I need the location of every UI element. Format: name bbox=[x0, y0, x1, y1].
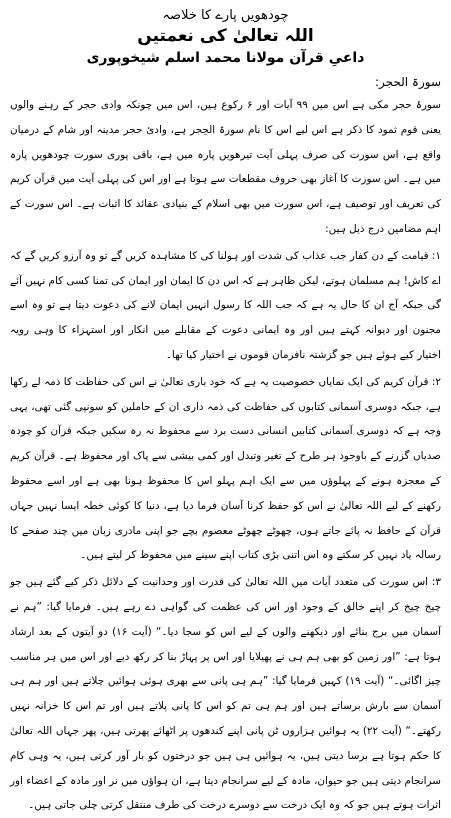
point-2-paragraph: ۲: قرآن کریم کی ایک نمایاں خصوصیت یہ ہے کہ خود باری تعالیٰ نے اس کی حفاظت کا ذمہ لے رکھا ہے، جبکہ دوسری آسمانی کتابوں کی حفاظت کی ذمہ داری ان کے حاملین کو سونپی گئی تھی، یہی وجہ ہے کہ دوسری آسمانی کتابیں انسانی دست برد سے محفوظ نہ رہ سکیں جبکہ قرآن کو چودہ صدیاں گزرنے کے باوجود ہر طرح کے تغیر وتبدل اور کمی بیشی سے پاک اور محفوظ ہے۔ قرآن کریم کے معجزہ ہونے کے پہلوؤں میں سے ایک اہم پہلو اس کا محفوظ ہونا بھی ہے اور اسے محفوظ رکھنے کے لیے اللہ تعالیٰ نے اس کو حفظ کرنا آسان فرما دیا ہے، دنیا کا کوئی خطہ ایسا نہیں جہاں قرآن کے حافظ نہ پائے جاتے ہوں، چھوٹے چھوٹے معصوم بچے جو اپنی مادری زبان میں چند صفحے کا رسالہ یاد نہیں کر سکتے وہ اس اتنی بڑی کتاب اپنے سینے میں محفوظ کر لیتے ہیں۔ bbox=[10, 375, 441, 562]
article-header bbox=[10, 6, 441, 68]
point-1-paragraph: ۱: قیامت کے دن کفار جب عذاب کی شدت اور ہولنا کی کا مشاہدہ کریں گے تو وہ آرزو کریں گے کہ اے کاش! ہم مسلمان ہوتے، لیکن ظاہر ہے کہ اس دن کا ایمان اور ایمان کی تمنا کسی کام نہیں آئے گی جبکہ آج ان کا حال یہ ہے کہ جب اللہ کا رسول انہیں ایمان لانے کی دعوت دیتا ہے تو وہ اسے مجنون اور دیوانہ کہتے ہیں اور وہ ایمانی دعوت کے مقابلے میں انکار اور استہزاء کا وہی رویہ اختیار کیے ہوئے ہیں جو گزشتہ نافرمان قوموں نے اختیار کیا تھا۔ bbox=[10, 249, 441, 361]
intro-paragraph: سورۂ حجر مکی ہے اس میں ۹۹ آیات اور ۶ رکوع ہیں، اس میں چونکہ وادی حجر کے رہنے والوں یعنی قوم ثمود کا ذکر ہے اس لیے اس کا نام سورۃ الحِجر ہے، وادیٔ حجر مدینہ اور شام کے درمیان واقع ہے، اس سورت کی صرف پہلی آیت تیرھویں پارہ میں ہے، باقی پوری سورت چودھویں پارہ میں ہے۔ اس سورت کا آغاز بھی حروف مقطعات سے ہوتا ہے اور اس کی پہلی آیت میں قرآن کریم کی تعریف اور توصیف ہے، اس سورت میں بھی اسلام کے بنیادی عقائد کا اثبات ہے۔ اس سورت کے اہم مضامین درج ذیل ہیں: bbox=[10, 99, 442, 235]
article-title: چودھویں پارے کا خلاصہ bbox=[162, 8, 289, 23]
article-subtitle: اللہ تعالیٰ کی نعمتیں bbox=[137, 26, 314, 46]
point-3-paragraph: ۳: اس سورت کی متعدد آیات میں اللہ تعالیٰ کی قدرت اور وحدانیت کے دلائل ذکر کیے گئے ہیں جو چیخ چیخ کر اپنے خالق کے وجود اور اس کی عظمت کی گواہی دے رہے ہیں۔ فرمایا گیا: ”ہم نے آسمان میں برج بنائے اور دیکھنے والوں کے لیے اس کو سجا دیا۔“ (آیت ۱۶) دو آیتوں کے بعد ارشاد ہوتا ہے: ”اور زمین کو بھی ہم ہی نے پھیلایا اور اس پر پہاڑ بنا کر رکھ دیے اور اس میں ہر مناسب چیز اگائی۔“ (آیت ۱۹) کہیں فرمایا گیا: ”ہم ہی پانی سے بھری ہوئی ہوائیں چلاتے ہیں اور ہم ہی آسمان سے بارش برساتے ہیں اور ہم ہی تم کو اس کا پانی پلاتے ہیں اور تم اس کا خزانہ نہیں رکھتے۔“ (آیت ۲۲) یہ ہوائیں ہزاروں ٹن پانی اپنے کندھوں پر اٹھائے پھرتی ہیں، پھر جہاں اللہ تعالیٰ کا حکم ہوتا ہے برسا دیتی ہیں، یہ ہوائیں ہی ہیں جو درختوں کو بار آور کرتی ہیں، یہ وہی کام سرانجام دیتی ہیں جو حیوان، مادہ کے لیے سرانجام دیتا ہے، ان ہواؤں میں نر اور مادہ کے اعضاء اور اثرات ہوتے ہیں جو کہ وہ ایک درخت سے دوسرے درخت کی طرف منتقل کرتی چلی جاتی ہیں۔ bbox=[10, 576, 442, 812]
section-heading: سورۃ الحجر: bbox=[374, 75, 441, 89]
article-author: داعیِ قرآن مولانا محمد اسلم شیخوپوری bbox=[86, 50, 365, 66]
